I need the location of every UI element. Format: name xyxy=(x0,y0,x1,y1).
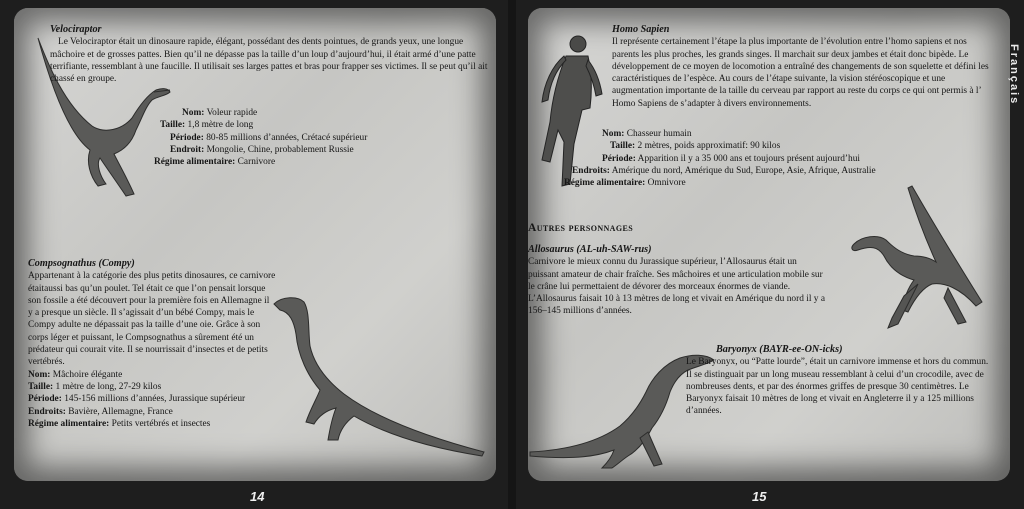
homo-sapien-facts xyxy=(564,128,992,189)
compsognathus-fact-name: Nom: Mâchoire élégante xyxy=(28,369,123,380)
velociraptor-fact-name: Nom: Voleur rapide xyxy=(182,108,258,118)
velociraptor-fact-diet: Régime alimentaire: Carnivore xyxy=(154,157,276,168)
velociraptor-body: Le Velociraptor était un dinosaure rapide, élégant, possédant des dents pointues, de grands yeux, une longue mâchoire et de grosses pattes. Bien qu’il ne dépasse pas la taille d’un loup d’aujourd’hui, il était armé d’une patte terrifiante, ressemblant à une faucille. Il utilisait ses larges pattes et bras pour frapper ses victimes. Il se peut qu’il ait chassé en groupe. xyxy=(50,37,488,85)
language-side-label: Français xyxy=(1008,44,1020,106)
homo-sapien-body: Il représente certainement l’étape la plus importante de l’évolution entre l’homo sapiens et nos parents les plus proches, les grands singes. Il marchait sur deux jambes et était donc bipède. Le développement de ce moyen de locomotion a entraîné des changements de son squelette et défini les caractéristiques de l’espèce. Au cours de l’étape suivante, la vision stéréoscopique et une augmentation importante de la taille du cerveau par rapport au reste du corps ce qui ont permis à l’ Homo Sapiens de s’adapter à divers environnements. xyxy=(612,37,989,109)
allosaurus-illustration xyxy=(848,184,998,340)
section-heading-other-characters: Autres personnages xyxy=(528,222,634,234)
homo-sapien-section xyxy=(612,24,992,110)
homo-sapien-fact-location: Endroits: Amérique du nord, Amérique du Sud, Europe, Asie, Afrique, Australie xyxy=(572,165,876,176)
page-number-right: 15 xyxy=(752,489,767,504)
homo-sapien-fact-period: Période: Apparition il y a 35 000 ans et toujours présent aujourd’hui xyxy=(602,153,861,164)
velociraptor-section xyxy=(50,24,490,85)
velociraptor-facts xyxy=(154,107,490,168)
velociraptor-title: Velociraptor xyxy=(50,24,102,35)
baryonyx-section xyxy=(686,344,994,418)
homo-sapien-fact-diet: Régime alimentaire: Omnivore xyxy=(564,178,686,189)
homo-sapien-fact-size: Taille: 2 mètres, poids approximatif: 90 kilos xyxy=(610,141,781,152)
compsognathus-fact-diet: Régime alimentaire: Petits vertébrés et insectes xyxy=(28,418,211,429)
baryonyx-title: Baryonyx (BAYR-ee-ON-icks) xyxy=(716,344,843,355)
allosaurus-section xyxy=(528,244,828,318)
compsognathus-section xyxy=(28,258,278,430)
velociraptor-fact-size: Taille: 1,8 mètre de long xyxy=(160,120,254,131)
page-number-left: 14 xyxy=(250,489,265,504)
compsognathus-fact-size: Taille: 1 mètre de long, 27-29 kilos xyxy=(28,381,162,392)
page-right xyxy=(514,0,1024,509)
allosaurus-title: Allosaurus (AL-uh-SAW-rus) xyxy=(528,244,652,255)
velociraptor-fact-location: Endroit: Mongolie, Chine, probablement Russie xyxy=(170,144,354,155)
homo-sapien-fact-name: Nom: Chasseur humain xyxy=(602,129,692,139)
compsognathus-title: Compsognathus (Compy) xyxy=(28,258,135,269)
page-left xyxy=(0,0,510,509)
compsognathus-fact-location: Endroits: Bavière, Allemagne, France xyxy=(28,406,173,417)
compsognathus-illustration xyxy=(268,290,488,460)
allosaurus-body: Carnivore le mieux connu du Jurassique supérieur, l’Allosaurus était un puissant amateur de chair fraîche. Ses mâchoires et une articulation mobile sur le crâne lui permettaient de dévorer des morceaux énormes de viande. L’Allosaurus faisait 10 à 13 mètres de long et vivait en Amérique du nord il y a 156–145 millions d’années. xyxy=(528,257,825,317)
velociraptor-fact-period: Période: 80-85 millions d’années, Crétacé supérieur xyxy=(170,132,368,143)
baryonyx-body: Le Baryonyx, ou “Patte lourde”, était un carnivore immense et hors du commun. Il se distinguait par un long museau ressemblant à celui d’un crocodile, avec de nombreuses dents, et par des énormes griffes de presque 30 centimètres. Le Baryonyx faisait 10 mètres de long et vivait en Angleterre il y a 125 millions d’années. xyxy=(686,357,989,417)
compsognathus-body: Appartenant à la catégorie des plus petits dinosaures, ce carnivore étaitaussi bas qu’un poulet. Tel était ce que l’on pensait lorsque son fossile a été découvert pour la première fois en Allemagne il y a presque un siècle. Il s’agissait d’un bébé Compy, mais le Compy adulte ne dépassait pas la taille d’une oie. Grâce à son corps léger et puissant, le Compsognathus a sûrement été un prédateur qui courait vite. Il se nourrissait d’insectes et de petits vertébrés. xyxy=(28,271,276,368)
homo-sapien-title: Homo Sapien xyxy=(612,24,670,35)
compsognathus-fact-period: Période: 145-156 millions d’années, Jurassique supérieur xyxy=(28,394,246,405)
